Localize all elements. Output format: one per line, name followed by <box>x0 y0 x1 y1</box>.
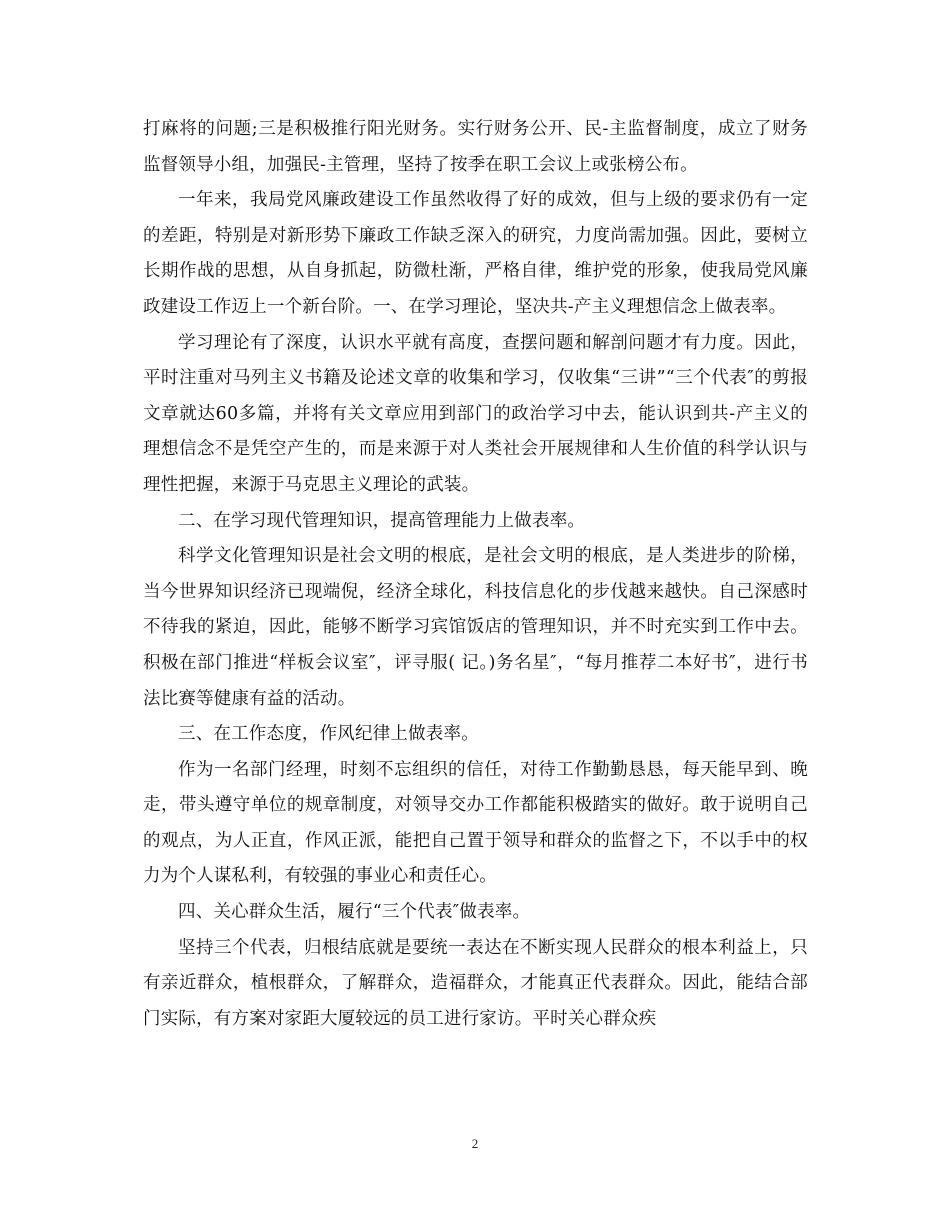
section-heading-work-attitude: 三、在工作态度，作风纪律上做表率。 <box>178 724 479 745</box>
document-body <box>143 112 808 1037</box>
paragraph-department-manager: 作为一名部门经理，时刻不忘组织的信任，对待工作勤勤恳恳，每天能早到、晚走，带头遵守单位的规章制度，对领导交办工作都能积极踏实的做好。敢于说明自己的观点，为人正直，作风正派，能把自己置于领导和群众的监督之下，不以手中的权力为个人谋私利，有较强的事业心和责任心。 <box>143 759 808 887</box>
section-heading-care-masses: 四、关心群众生活，履行“三个代表″做表率。 <box>178 902 531 923</box>
paragraph-continued: 打麻将的问题;三是积极推行阳光财务。实行财务公开、民-主监督制度，成立了财务监督领导小组，加强民-主管理，坚持了按季在职工会议上或张榜公布。 <box>143 119 808 175</box>
paragraph-management-knowledge: 科学文化管理知识是社会文明的根底，是社会文明的根底，是人类进步的阶梯，当今世界知识经济已现端倪，经济全球化，科技信息化的步伐越来越快。自己深感时不待我的紧迫，因此，能够不断学习宾馆饭店的管理知识，并不时充实到工作中去。积极在部门推进“样板会议室″，评寻服( 记。)务名星″，“每月推荐二本好书″，进行书法比赛等健康有益的活动。 <box>143 546 808 709</box>
paragraph-party-conduct-summary: 一年来，我局党风廉政建设工作虽然收得了好的成效，但与上级的要求仍有一定的差距，特别是对新形势下廉政工作缺乏深入的研究，力度尚需加强。因此，要树立长期作战的思想，从自身抓起，防微杜渐，严格自律，维护党的形象，使我局党风廉政建设工作迈上一个新台阶。一、在学习理论，坚决共-产主义理想信念上做表率。 <box>143 190 808 317</box>
paragraph-three-represents: 坚持三个代表，归根结底就是要统一表达在不断实现人民群众的根本利益上，只有亲近群众，植根群众，了解群众，造福群众，才能真正代表群众。因此，能结合部门实际，有方案对家距大厦较远的员工进行家访。平时关心群众疾 <box>143 937 808 1029</box>
paragraph-study-theory: 学习理论有了深度，认识水平就有高度，查摆问题和解剖问题才有力度。因此，平时注重对马列主义书籍及论述文章的收集和学习，仅收集“三讲”“三个代表″的剪报文章就达60多篇，并将有关文章应用到部门的政治学习中去，能认识到共-产主义的理想信念不是凭空产生的，而是来源于对人类社会开展规律和人生价值的科学认识与理性把握，来源于马克思主义理论的武装。 <box>143 332 808 495</box>
page-number: 2 <box>471 1136 479 1151</box>
section-heading-management: 二、在学习现代管理知识，提高管理能力上做表率。 <box>178 510 586 531</box>
